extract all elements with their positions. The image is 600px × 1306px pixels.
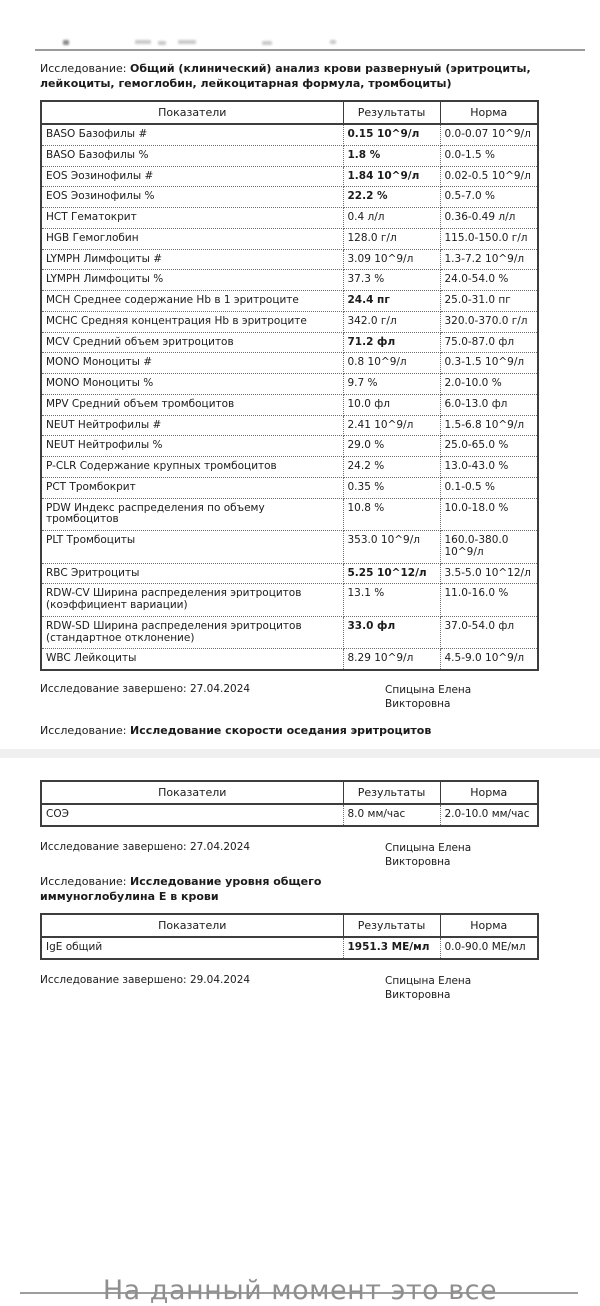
norm-cell: 11.0-16.0 % xyxy=(440,584,538,617)
study-title-text: Исследование уровня общего иммуноглобулина Е в крови xyxy=(40,874,322,903)
norm-cell: 320.0-370.0 г/л xyxy=(440,311,538,332)
cbc-results-table xyxy=(40,100,539,671)
table-row xyxy=(41,249,538,270)
indicator-cell: EOS Эозинофилы % xyxy=(41,187,343,208)
completed-prefix: Исследование завершено: xyxy=(40,973,187,986)
norm-cell: 37.0-54.0 фл xyxy=(440,616,538,649)
column-header-indicators: Показатели xyxy=(41,914,343,937)
result-cell: 29.0 % xyxy=(343,436,440,457)
column-header-norm: Норма xyxy=(440,914,538,937)
indicator-cell: RDW-SD Ширина распределения эритроцитов (стандартное отклонение) xyxy=(41,616,343,649)
table-row xyxy=(41,477,538,498)
result-cell: 33.0 фл xyxy=(343,616,440,649)
indicator-cell: MCH Среднее содержание Hb в 1 эритроците xyxy=(41,291,343,312)
indicator-cell: EOS Эозинофилы # xyxy=(41,166,343,187)
table-row xyxy=(41,531,538,564)
indicator-cell: СОЭ xyxy=(41,804,343,826)
column-header-norm: Норма xyxy=(440,101,538,124)
study-title-text: Исследование скорости оседания эритроцитов xyxy=(130,724,432,738)
result-cell: 5.25 10^12/л xyxy=(343,563,440,584)
column-header-indicators: Показатели xyxy=(41,101,343,124)
table-row xyxy=(41,804,538,826)
indicator-cell: IgE общий xyxy=(41,937,343,959)
result-cell: 1.84 10^9/л xyxy=(343,166,440,187)
completed-prefix: Исследование завершено: xyxy=(40,840,187,853)
table-header-row xyxy=(41,101,538,124)
study-completed-line xyxy=(40,841,385,869)
table-row xyxy=(41,394,538,415)
table-row xyxy=(41,208,538,229)
table-header-row xyxy=(41,781,538,804)
norm-cell: 75.0-87.0 фл xyxy=(440,332,538,353)
study-title-cbc xyxy=(40,62,560,91)
table-row xyxy=(41,145,538,166)
result-cell: 10.0 фл xyxy=(343,394,440,415)
study-title-ige xyxy=(40,875,396,904)
norm-cell: 13.0-43.0 % xyxy=(440,457,538,478)
result-cell: 128.0 г/л xyxy=(343,228,440,249)
table-row xyxy=(41,563,538,584)
indicator-cell: WBC Лейкоциты xyxy=(41,649,343,670)
result-cell: 8.0 мм/час xyxy=(343,804,440,826)
result-cell: 0.4 л/л xyxy=(343,208,440,229)
table-row xyxy=(41,270,538,291)
study-title-esr xyxy=(40,724,560,739)
indicator-cell: NEUT Нейтрофилы % xyxy=(41,436,343,457)
table-row xyxy=(41,457,538,478)
table-row xyxy=(41,353,538,374)
study-completed-line xyxy=(40,974,385,1002)
table-row xyxy=(41,374,538,395)
norm-cell: 115.0-150.0 г/л xyxy=(440,228,538,249)
norm-cell: 160.0-380.0 10^9/л xyxy=(440,531,538,564)
indicator-cell: MONO Моноциты # xyxy=(41,353,343,374)
result-cell: 71.2 фл xyxy=(343,332,440,353)
table-row xyxy=(41,166,538,187)
study-prefix: Исследование: xyxy=(40,62,127,75)
indicator-cell: PLT Тромбоциты xyxy=(41,531,343,564)
norm-cell: 0.3-1.5 10^9/л xyxy=(440,353,538,374)
norm-cell: 2.0-10.0 мм/час xyxy=(440,804,538,826)
indicator-cell: HGB Гемоглобин xyxy=(41,228,343,249)
result-cell: 24.2 % xyxy=(343,457,440,478)
table-row xyxy=(41,649,538,670)
indicator-cell: MCHC Средняя концентрация Hb в эритроците xyxy=(41,311,343,332)
completed-date: 29.04.2024 xyxy=(189,973,251,986)
norm-cell: 0.0-1.5 % xyxy=(440,145,538,166)
norm-cell: 0.1-0.5 % xyxy=(440,477,538,498)
doctor-name: Спицына Елена Викторовна xyxy=(385,974,472,1001)
result-cell: 8.29 10^9/л xyxy=(343,649,440,670)
completed-prefix: Исследование завершено: xyxy=(40,683,187,696)
study-completed-block xyxy=(40,683,560,711)
table-row xyxy=(41,311,538,332)
column-header-results: Результаты xyxy=(343,781,440,804)
column-header-results: Результаты xyxy=(343,101,440,124)
result-cell: 3.09 10^9/л xyxy=(343,249,440,270)
result-cell: 22.2 % xyxy=(343,187,440,208)
result-cell: 2.41 10^9/л xyxy=(343,415,440,436)
norm-cell: 4.5-9.0 10^9/л xyxy=(440,649,538,670)
indicator-cell: BASO Базофилы # xyxy=(41,124,343,145)
norm-cell: 0.02-0.5 10^9/л xyxy=(440,166,538,187)
result-cell: 0.8 10^9/л xyxy=(343,353,440,374)
result-cell: 9.7 % xyxy=(343,374,440,395)
result-cell: 342.0 г/л xyxy=(343,311,440,332)
table-row xyxy=(41,584,538,617)
norm-cell: 24.0-54.0 % xyxy=(440,270,538,291)
indicator-cell: LYMPH Лимфоциты # xyxy=(41,249,343,270)
indicator-cell: RDW-CV Ширина распределения эритроцитов (коэффициент вариации) xyxy=(41,584,343,617)
table-row xyxy=(41,937,538,959)
column-header-indicators: Показатели xyxy=(41,781,343,804)
norm-cell: 0.36-0.49 л/л xyxy=(440,208,538,229)
column-header-results: Результаты xyxy=(343,914,440,937)
indicator-cell: P-CLR Содержание крупных тромбоцитов xyxy=(41,457,343,478)
norm-cell: 0.0-90.0 МЕ/мл xyxy=(440,937,538,959)
table-row xyxy=(41,498,538,531)
table-row xyxy=(41,332,538,353)
norm-cell: 6.0-13.0 фл xyxy=(440,394,538,415)
footer-message: На данный момент это все xyxy=(102,1275,498,1306)
study-completed-block xyxy=(40,974,560,1002)
doctor-name: Спицына Елена Викторовна xyxy=(385,684,472,711)
indicator-cell: PDW Индекс распределения по объему тромбоцитов xyxy=(41,498,343,531)
indicator-cell: NEUT Нейтрофилы # xyxy=(41,415,343,436)
norm-cell: 1.3-7.2 10^9/л xyxy=(440,249,538,270)
page-break-band xyxy=(0,749,600,758)
table-header-row xyxy=(41,914,538,937)
indicator-cell: MCV Средний объем эритроцитов xyxy=(41,332,343,353)
indicator-cell: PCT Тромбокрит xyxy=(41,477,343,498)
norm-cell: 0.0-0.07 10^9/л xyxy=(440,124,538,145)
doctor-name: Спицына Елена Викторовна xyxy=(385,841,472,868)
norm-cell: 0.5-7.0 % xyxy=(440,187,538,208)
study-prefix: Исследование: xyxy=(40,874,127,888)
study-completed-block xyxy=(40,841,560,869)
indicator-cell: HCT Гематокрит xyxy=(41,208,343,229)
result-cell: 0.35 % xyxy=(343,477,440,498)
study-title-text: Общий (клинический) анализ крови развернуый (эритроциты, лейкоциты, гемоглобин, лейкоцитарная формула, тромбоциты) xyxy=(40,62,531,90)
table-row xyxy=(41,616,538,649)
result-cell: 13.1 % xyxy=(343,584,440,617)
table-row xyxy=(41,228,538,249)
result-cell: 1951.3 МЕ/мл xyxy=(343,937,440,959)
norm-cell: 2.0-10.0 % xyxy=(440,374,538,395)
result-cell: 0.15 10^9/л xyxy=(343,124,440,145)
table-row xyxy=(41,124,538,145)
table-row xyxy=(41,187,538,208)
result-cell: 353.0 10^9/л xyxy=(343,531,440,564)
completed-date: 27.04.2024 xyxy=(189,683,251,696)
norm-cell: 25.0-65.0 % xyxy=(440,436,538,457)
esr-results-table xyxy=(40,780,539,827)
study-prefix: Исследование: xyxy=(40,724,127,738)
indicator-cell: LYMPH Лимфоциты % xyxy=(41,270,343,291)
study-completed-line xyxy=(40,683,385,711)
table-row xyxy=(41,291,538,312)
table-row xyxy=(41,415,538,436)
indicator-cell: MPV Средний объем тромбоцитов xyxy=(41,394,343,415)
result-cell: 37.3 % xyxy=(343,270,440,291)
column-header-norm: Норма xyxy=(440,781,538,804)
norm-cell: 1.5-6.8 10^9/л xyxy=(440,415,538,436)
norm-cell: 10.0-18.0 % xyxy=(440,498,538,531)
result-cell: 1.8 % xyxy=(343,145,440,166)
indicator-cell: RBC Эритроциты xyxy=(41,563,343,584)
result-cell: 24.4 пг xyxy=(343,291,440,312)
norm-cell: 3.5-5.0 10^12/л xyxy=(440,563,538,584)
table-row xyxy=(41,436,538,457)
norm-cell: 25.0-31.0 пг xyxy=(440,291,538,312)
result-cell: 10.8 % xyxy=(343,498,440,531)
top-divider xyxy=(35,49,585,51)
indicator-cell: BASO Базофилы % xyxy=(41,145,343,166)
completed-date: 27.04.2024 xyxy=(189,840,251,853)
indicator-cell: MONO Моноциты % xyxy=(41,374,343,395)
ige-results-table xyxy=(40,913,539,960)
